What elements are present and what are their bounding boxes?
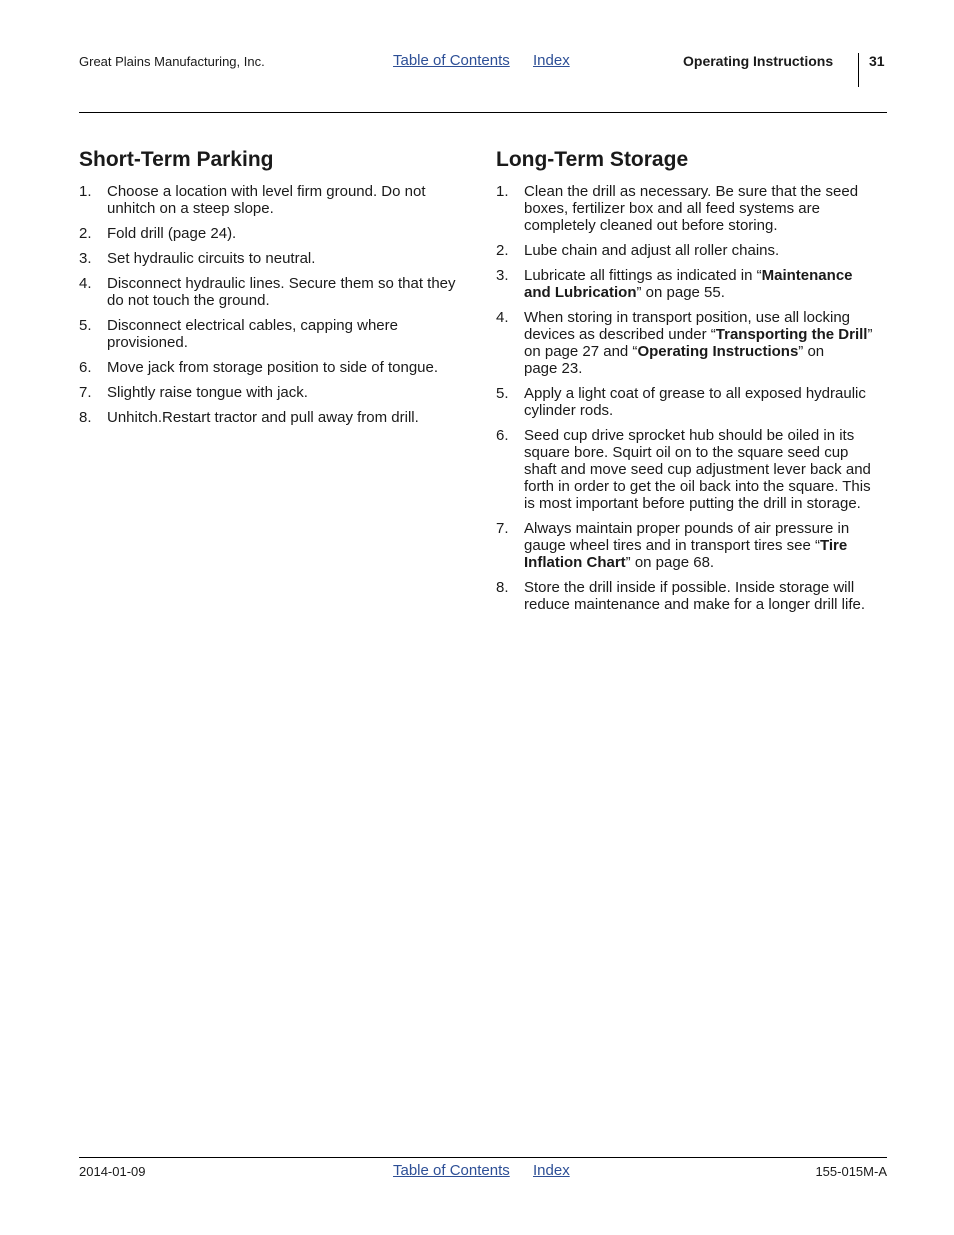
item-text: Clean the drill as necessary. Be sure that the seed xyxy=(524,183,859,200)
list-item xyxy=(79,183,469,217)
item-text: provisioned. xyxy=(107,334,188,351)
item-text: reduce maintenance and make for a longer drill life. xyxy=(524,596,866,613)
item-text: ” xyxy=(867,326,873,343)
item-text: Seed cup drive sprocket hub should be oiled in its xyxy=(524,427,855,444)
short-term-parking-list xyxy=(79,183,469,426)
item-text-line xyxy=(524,537,886,554)
footer-toc-link[interactable]: Table of Contents xyxy=(393,1162,510,1179)
item-text: Apply a light coat of grease to all exposed hydraulic xyxy=(524,385,866,402)
item-text: Disconnect hydraulic lines. Secure them so that they xyxy=(107,275,456,292)
cross-reference: and Lubrication xyxy=(524,284,637,301)
item-text: Always maintain proper pounds of air pressure in xyxy=(524,520,850,537)
item-number: 2. xyxy=(79,225,92,242)
header-index-link[interactable]: Index xyxy=(533,52,570,69)
item-text: Set hydraulic circuits to neutral. xyxy=(107,250,316,267)
document-number: 155-015M-A xyxy=(815,1164,887,1179)
item-text: Lubricate all fittings as indicated in “ xyxy=(524,267,762,284)
item-text: devices as described under “ xyxy=(524,326,716,343)
long-term-storage-list xyxy=(496,183,886,613)
item-number: 6. xyxy=(79,359,92,376)
item-text-line xyxy=(524,343,886,360)
cross-reference: Inflation Chart xyxy=(524,554,626,571)
item-text: cylinder rods. xyxy=(524,402,614,419)
cross-reference: Tire xyxy=(820,537,848,554)
item-text: ” on page 55. xyxy=(636,284,725,301)
item-number: 1. xyxy=(496,183,509,200)
list-item xyxy=(496,242,886,259)
item-text: gauge wheel tires and in transport tires see “ xyxy=(524,537,820,554)
item-text: forth in order to get the oil back into the square. This xyxy=(524,478,871,495)
list-item xyxy=(79,317,469,351)
item-text-line xyxy=(524,267,886,284)
page-number: 31 xyxy=(869,53,885,69)
item-text: Move jack from storage position to side of tongue. xyxy=(107,359,439,376)
header-toc-link[interactable]: Table of Contents xyxy=(393,52,510,69)
item-number: 3. xyxy=(79,250,92,267)
item-text: When storing in transport position, use all locking xyxy=(524,309,851,326)
item-text: square bore. Squirt oil on to the square seed cup xyxy=(524,444,849,461)
item-text: is most important before putting the drill in storage. xyxy=(524,495,861,512)
short-term-parking-section xyxy=(79,147,469,434)
cross-reference: Maintenance xyxy=(761,267,853,284)
item-text-line xyxy=(524,554,886,571)
header-rule xyxy=(79,112,887,113)
list-item xyxy=(496,267,886,301)
item-number: 3. xyxy=(496,267,509,284)
list-item xyxy=(79,384,469,401)
item-text: unhitch on a steep slope. xyxy=(107,200,274,217)
list-item xyxy=(79,409,469,426)
item-number: 8. xyxy=(79,409,92,426)
item-text: Choose a location with level firm ground. Do not xyxy=(107,183,426,200)
item-number: 8. xyxy=(496,579,509,596)
long-term-storage-section xyxy=(496,147,886,621)
list-item xyxy=(79,225,469,242)
short-term-parking-heading: Short-Term Parking xyxy=(79,148,274,171)
cross-reference: Transporting the Drill xyxy=(715,326,868,343)
list-item xyxy=(496,427,886,512)
item-text: on page 27 and “ xyxy=(524,343,638,360)
list-item xyxy=(79,359,469,376)
cross-reference: Operating Instructions xyxy=(637,343,799,360)
company-name: Great Plains Manufacturing, Inc. xyxy=(79,54,265,69)
long-term-storage-heading: Long-Term Storage xyxy=(496,148,689,171)
item-number: 6. xyxy=(496,427,509,444)
item-text-line xyxy=(524,326,886,343)
item-text-line xyxy=(524,284,886,301)
section-title: Operating Instructions xyxy=(683,53,834,69)
item-text: completely cleaned out before storing. xyxy=(524,217,778,234)
list-item xyxy=(496,385,886,419)
item-number: 1. xyxy=(79,183,92,200)
footer-index-link[interactable]: Index xyxy=(533,1162,570,1179)
footer-rule xyxy=(79,1157,887,1158)
list-item xyxy=(496,183,886,234)
item-text: ” on page 68. xyxy=(625,554,715,571)
list-item xyxy=(496,309,886,377)
item-text: Disconnect electrical cables, capping where xyxy=(107,317,398,334)
header-divider xyxy=(858,53,859,87)
item-number: 4. xyxy=(79,275,92,292)
item-text: page 23. xyxy=(524,360,583,377)
item-number: 5. xyxy=(79,317,92,334)
list-item xyxy=(496,579,886,613)
item-text: shaft and move seed cup adjustment lever back and xyxy=(524,461,871,478)
item-number: 7. xyxy=(496,520,509,537)
item-number: 7. xyxy=(79,384,92,401)
item-text: Lube chain and adjust all roller chains. xyxy=(524,242,780,259)
item-text: Store the drill inside if possible. Inside storage will xyxy=(524,579,855,596)
item-text: ” on xyxy=(798,343,825,360)
list-item xyxy=(496,520,886,571)
list-item xyxy=(79,275,469,309)
item-text: Unhitch.Restart tractor and pull away from drill. xyxy=(107,409,419,426)
item-number: 4. xyxy=(496,309,509,326)
item-text: Fold drill (page 24). xyxy=(107,225,237,242)
revision-date: 2014-01-09 xyxy=(79,1164,146,1179)
item-number: 5. xyxy=(496,385,509,402)
item-number: 2. xyxy=(496,242,509,259)
list-item xyxy=(79,250,469,267)
item-text: boxes, fertilizer box and all feed systems are xyxy=(524,200,820,217)
item-text: Slightly raise tongue with jack. xyxy=(107,384,308,401)
item-text: do not touch the ground. xyxy=(107,292,270,309)
